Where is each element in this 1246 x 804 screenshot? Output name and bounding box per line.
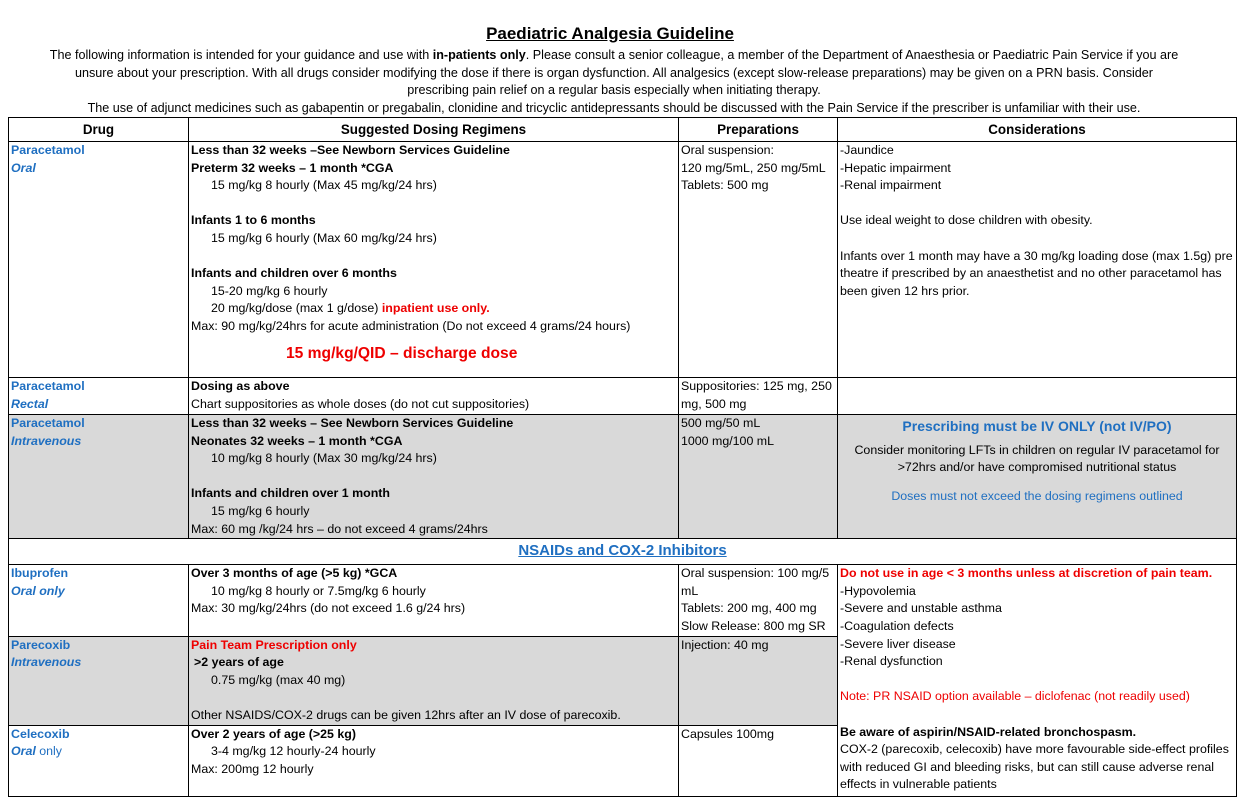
intro-text-emphasis: in-patients only (432, 48, 526, 62)
row-paracetamol-rectal (9, 378, 1237, 415)
dose-line: Less than 32 weeks – See Newborn Services Guideline (191, 416, 514, 430)
intro-paragraph-2: The use of adjunct medicines such as gabapentin or pregabalin, clonidine and tricyclic antidepressants should be discussed with the Pain Service if the prescriber is unfamiliar with their use. (87, 100, 1141, 115)
consideration-line: Doses must not exceed the dosing regimens outlined (891, 488, 1183, 503)
prep-line: Oral suspension: (681, 143, 774, 157)
consideration-line: -Hypovolemia (840, 583, 916, 598)
dose-line: Dosing as above (191, 379, 290, 393)
dose-line: 0.75 mg/kg (max 40 mg) (211, 672, 346, 687)
considerations-cell (838, 378, 1237, 415)
consideration-line: Use ideal weight to dose children with obesity. (840, 213, 1093, 228)
preparations-cell (679, 142, 838, 378)
page-title: Paediatric Analgesia Guideline (486, 24, 734, 43)
intro-text (44, 47, 1184, 117)
considerations-cell (838, 565, 1237, 796)
dose-line: >2 years of age (194, 655, 284, 670)
dose-line: 3-4 mg/kg 12 hourly-24 hourly (211, 744, 376, 759)
inpatient-warning: inpatient use only. (381, 301, 490, 316)
dose-line: Less than 32 weeks –See Newborn Services Guideline (191, 143, 510, 157)
drug-name: Paracetamol (11, 143, 85, 157)
dose-line: Max: 200mg 12 hourly (191, 761, 314, 776)
dose-line: 15-20 mg/kg 6 hourly (211, 283, 328, 298)
prep-line: 120 mg/5mL, 250 mg/5mL (681, 160, 826, 175)
consideration-line: -Severe liver disease (840, 636, 956, 651)
dose-line: 10 mg/kg 8 hourly or 7.5mg/kg 6 hourly (211, 583, 426, 598)
prep-line: 500 mg/50 mL (681, 416, 761, 430)
prep-line: Tablets: 500 mg (681, 178, 769, 193)
prep-line: Slow Release: 800 mg SR (681, 618, 826, 633)
pr-nsaid-note: Note: PR NSAID option available – diclofenac (not readily used) (840, 689, 1190, 704)
analgesia-table (8, 117, 1237, 797)
dose-text: 20 mg/kg/dose (max 1 g/dose) (211, 301, 382, 316)
section-row (9, 539, 1237, 565)
drug-cell (9, 142, 189, 378)
prep-line: Injection: 40 mg (681, 637, 769, 652)
prep-line: Tablets: 200 mg, 400 mg (681, 601, 817, 616)
dose-line: Max: 90 mg/kg/24hrs for acute administration (Do not exceed 4 grams/24 hours) (191, 318, 631, 333)
preparations-cell (679, 565, 838, 636)
drug-route: Intravenous (11, 433, 82, 448)
consideration-line: -Coagulation defects (840, 618, 954, 633)
drug-cell (9, 415, 189, 539)
dose-line: Infants and children over 1 month (191, 486, 390, 501)
intro-paragraph-1 (44, 47, 1184, 100)
iv-only-warning: Prescribing must be IV ONLY (not IV/PO) (902, 418, 1172, 434)
dosing-cell (189, 725, 679, 796)
dosing-cell (189, 565, 679, 636)
drug-name: Ibuprofen (11, 566, 69, 581)
considerations-cell (838, 142, 1237, 378)
row-ibuprofen (9, 565, 1237, 636)
prep-line: Suppositories: 125 mg, 250 mg, 500 mg (681, 379, 832, 411)
consideration-line: -Renal impairment (840, 178, 942, 193)
prep-line: 1000 mg/100 mL (681, 433, 774, 448)
intro-text-a: The following information is intended for your guidance and use with (49, 48, 433, 62)
dose-line: Neonates 32 weeks – 1 month *CGA (191, 433, 403, 448)
dose-line: Over 2 years of age (>25 kg) (191, 726, 356, 741)
dose-line: Over 3 months of age (>5 kg) *GCA (191, 566, 398, 581)
consideration-line: COX-2 (parecoxib, celecoxib) have more favourable side-effect profiles with reduced GI and bleeding risks, but can still cause adverse renal effects in vulnerable patients (840, 742, 1229, 792)
preparations-cell (679, 636, 838, 725)
drug-route (11, 743, 186, 761)
dosing-cell (189, 142, 679, 378)
col-header-dosing: Suggested Dosing Regimens (189, 118, 679, 142)
route-text-suffix: only (35, 744, 62, 759)
drug-cell (9, 725, 189, 796)
consideration-line: -Hepatic impairment (840, 160, 951, 175)
dosing-cell (189, 415, 679, 539)
consideration-line: -Jaundice (840, 143, 894, 157)
section-heading (9, 539, 1237, 565)
consideration-line: Be aware of aspirin/NSAID-related bronchospasm. (840, 724, 1137, 739)
dose-line: Other NSAIDS/COX-2 drugs can be given 12hrs after an IV dose of parecoxib. (191, 707, 621, 722)
drug-cell (9, 565, 189, 636)
consideration-line: -Renal dysfunction (840, 654, 943, 669)
dose-line: 15 mg/kg 8 hourly (Max 45 mg/kg/24 hrs) (211, 178, 437, 193)
prep-line: Capsules 100mg (681, 726, 774, 741)
row-paracetamol-iv (9, 415, 1237, 539)
drug-route: Oral only (11, 583, 65, 598)
drug-route: Oral (11, 160, 36, 175)
dose-line: Infants 1 to 6 months (191, 213, 316, 228)
consideration-line: Consider monitoring LFTs in children on regular IV paracetamol for >72hrs and/or have compromised nutritional status (854, 442, 1220, 475)
nsaid-warning: Do not use in age < 3 months unless at discretion of pain team. (840, 566, 1213, 581)
col-header-considerations: Considerations (838, 118, 1237, 142)
route-text: Oral (11, 744, 36, 759)
row-paracetamol-oral (9, 142, 1237, 378)
dose-line: Chart suppositories as whole doses (do not cut suppositories) (191, 396, 530, 411)
drug-name: Celecoxib (11, 726, 70, 741)
section-title: NSAIDs and COX-2 Inhibitors (518, 542, 727, 560)
drug-name: Paracetamol (11, 416, 85, 430)
drug-cell (9, 636, 189, 725)
dosing-cell (189, 636, 679, 725)
dose-line: 15 mg/kg 6 hourly (Max 60 mg/kg/24 hrs) (211, 230, 437, 245)
dose-line: Max: 30 mg/kg/24hrs (do not exceed 1.6 g/24 hrs) (191, 601, 466, 616)
preparations-cell (679, 378, 838, 415)
col-header-drug: Drug (9, 118, 189, 142)
discharge-dose: 15 mg/kg/QID – discharge dose (286, 344, 518, 362)
intro-text-c: . Please consult a senior colleague, a member of the Department of Anaesthesia or Paediatric Pain Service if you are unsure about your prescription. With all drugs consider modifying the dose if there is organ dysfunction. All analgesics (except slow-release preparations) may be given on a PRN basis. Consider prescribing pain relief on a regular basis especially when initiating therapy. (74, 48, 1179, 97)
dose-line (191, 300, 676, 318)
drug-name: Paracetamol (11, 379, 85, 393)
preparations-cell (679, 725, 838, 796)
dose-line: Preterm 32 weeks – 1 month *CGA (191, 160, 394, 175)
drug-cell (9, 378, 189, 415)
dosing-cell (189, 378, 679, 415)
drug-route: Intravenous (11, 655, 82, 670)
dose-line: Infants and children over 6 months (191, 266, 397, 281)
col-header-preparations: Preparations (679, 118, 838, 142)
prep-line: Oral suspension: 100 mg/5 mL (681, 566, 830, 598)
pain-team-only: Pain Team Prescription only (191, 637, 357, 652)
drug-name: Parecoxib (11, 637, 71, 652)
preparations-cell (679, 415, 838, 539)
consideration-line: -Severe and unstable asthma (840, 601, 1002, 616)
dose-line: Max: 60 mg /kg/24 hrs – do not exceed 4 grams/24hrs (191, 521, 488, 536)
considerations-cell (838, 415, 1237, 539)
drug-route: Rectal (11, 396, 49, 411)
dose-line: 15 mg/kg 6 hourly (211, 503, 310, 518)
dose-line: 10 mg/kg 8 hourly (Max 30 mg/kg/24 hrs) (211, 451, 437, 466)
header-row (9, 118, 1237, 142)
consideration-line: Infants over 1 month may have a 30 mg/kg loading dose (max 1.5g) pre theatre if prescribed by an anaesthetist and no other paracetamol has been given 12 hrs prior. (840, 248, 1233, 298)
